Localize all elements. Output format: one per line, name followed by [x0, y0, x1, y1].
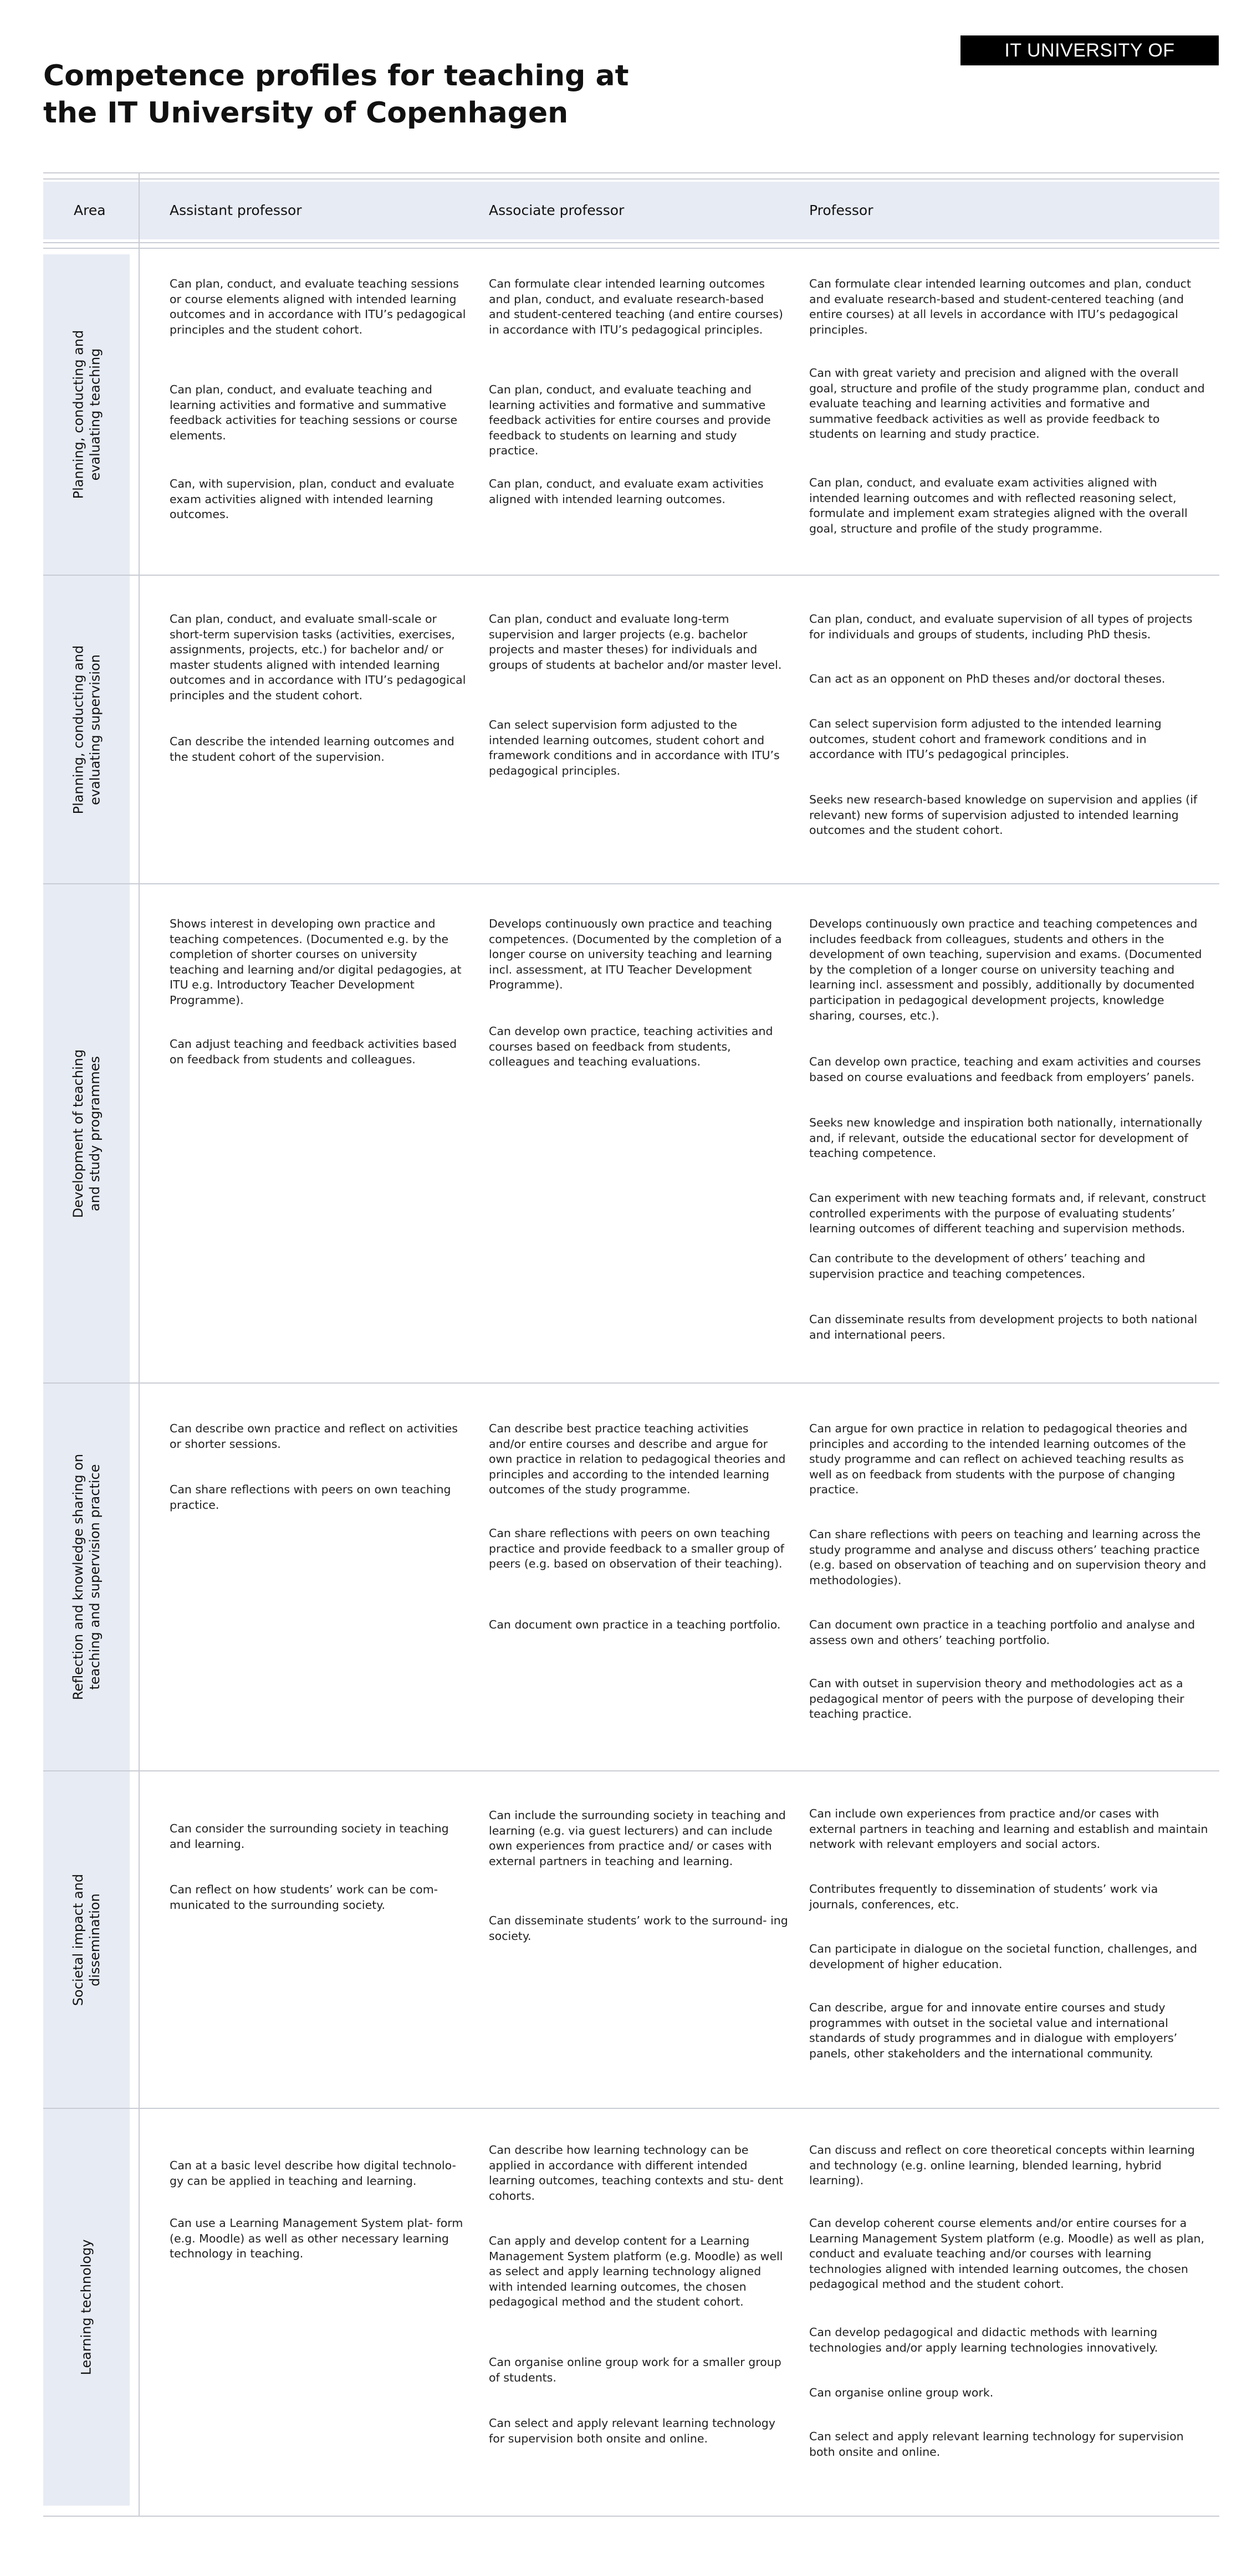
- professor-competence-technology-4: Can organise online group work.: [809, 2386, 994, 2399]
- column-header-area: Area: [74, 202, 106, 218]
- area-label-teaching: [43, 254, 130, 575]
- associate-competence-technology-3: Can organise online group work for a smaller group of students.: [489, 2355, 781, 2384]
- associate-competence-reflection-3: Can document own practice in a teaching portfolio.: [489, 1618, 781, 1631]
- area-label-development: [43, 884, 130, 1382]
- column-divider: [139, 172, 140, 2516]
- professor-competence-technology-1: Can discuss and reflect on core theoretical concepts within learning and technology (e.g. online learning, blended learning, hybrid learning).: [809, 2143, 1195, 2188]
- area-label-technology: [43, 2109, 130, 2506]
- associate-competence-development-2: Can develop own practice, teaching activities and courses based on feedback from students, colleagues and teaching evaluations.: [489, 1025, 773, 1069]
- associate-competence-technology-2: Can apply and develop content for a Learning Management System platform (e.g. Moodle) as well as select and apply learning technology aligned with intended learning outcomes, the chosen pedagogical method and the student cohort.: [489, 2234, 783, 2309]
- assistant-competence-supervision-2: Can describe the intended learning outcomes and the student cohort of the supervision.: [170, 735, 454, 764]
- area-label-line: Learning technology: [79, 2239, 94, 2375]
- associate-competence-supervision-2: Can select supervision form adjusted to the intended learning outcomes, student cohort and framework conditions and in accordance with ITU’s pedagogical principles.: [489, 718, 780, 777]
- title-line-1: Competence profiles for teaching at: [43, 59, 629, 93]
- assistant-competence-teaching-2: Can plan, conduct, and evaluate teaching and learning activities and formative and summative feedback activities for teaching sessions or course elements.: [170, 383, 458, 442]
- table-header: [43, 182, 1219, 239]
- associate-competence-development-1: Develops continuously own practice and teaching competences. (Documented by the completion of a longer course on university teaching and learning incl. assessment, at ITU Teacher Development Programme).: [489, 917, 782, 992]
- area-label-line: evaluating teaching: [87, 348, 103, 481]
- assistant-competence-supervision-1: Can plan, conduct, and evaluate small-scale or short-term supervision tasks (activities, exercises, assignments, projects, etc.) for bachelor and/ or master students aligned with intended learning outcomes and in accordance with ITU’s pedagogical principles and the student cohort.: [170, 612, 466, 702]
- area-label-reflection: [43, 1384, 130, 1770]
- professor-competence-development-5: Can contribute to the development of others’ teaching and supervision practice and teaching competences.: [809, 1252, 1146, 1281]
- professor-competence-supervision-1: Can plan, conduct, and evaluate supervision of all types of projects for individuals and groups of students, including PhD thesis.: [809, 612, 1193, 641]
- header-divider-after: [43, 248, 1219, 249]
- area-label-line: Planning, conducting and: [70, 645, 86, 814]
- professor-competence-development-1: Develops continuously own practice and teaching competences and includes feedback from colleagues, students and others in the development of own teaching, supervision and exams. (Documented by the completion of a longer course on university teaching and learning incl. assessment and possibly, additionally by documented participation in pedagogical development projects, knowledge sharing, courses, etc.).: [809, 917, 1202, 1022]
- professor-competence-teaching-3: Can plan, conduct, and evaluate exam activities aligned with intended learning outcomes and with reflected reasoning select, formulate and implement exam strategies aligned with the overall goal, structure and profile of the study programme.: [809, 476, 1188, 535]
- area-label-line: teaching and supervision practice: [87, 1464, 103, 1690]
- assistant-competence-reflection-1: Can describe own practice and reflect on activities or shorter sessions.: [170, 1422, 458, 1451]
- professor-competence-reflection-1: Can argue for own practice in relation to pedagogical theories and principles and according to the intended learning outcomes of the study programme and can reflect on achieved teaching results as well as on feedback from students with the purpose of changing practice.: [809, 1422, 1188, 1497]
- associate-competence-societal-2: Can disseminate students’ work to the surround- ing society.: [489, 1914, 788, 1943]
- header-divider-bottom: [43, 242, 1219, 243]
- column-header-associate: Associate professor: [489, 202, 625, 218]
- column-header-professor: Professor: [809, 202, 873, 218]
- professor-competence-technology-2: Can develop coherent course elements and/or entire courses for a Learning Management System platform (e.g. Moodle) as well as plan, conduct and evaluate teaching and/or courses with learning technologies aligned with intended learning outcomes, the chosen pedagogical method and the student cohort.: [809, 2216, 1205, 2291]
- professor-competence-reflection-2: Can share reflections with peers on teaching and learning across the study programme and analyse and discuss others’ teaching practice (e.g. based on observation of teaching and on supervision theory and methodologies).: [809, 1528, 1207, 1587]
- row-divider: [43, 1770, 1219, 1771]
- associate-competence-technology-4: Can select and apply relevant learning technology for supervision both onsite and online.: [489, 2416, 775, 2445]
- professor-competence-supervision-3: Can select supervision form adjusted to the intended learning outcomes, student cohort and framework conditions and in accordance with ITU’s pedagogical principles.: [809, 717, 1162, 761]
- area-label-line: evaluating supervision: [87, 654, 103, 805]
- assistant-competence-development-2: Can adjust teaching and feedback activities based on feedback from students and colleagues.: [170, 1037, 457, 1066]
- area-label-line: Development of teaching: [70, 1049, 86, 1218]
- area-label-supervision: [43, 576, 130, 883]
- associate-competence-teaching-3: Can plan, conduct, and evaluate exam activities aligned with intended learning outcomes.: [489, 477, 764, 506]
- associate-competence-reflection-1: Can describe best practice teaching activities and/or entire courses and describe and argue for own practice in relation to pedagogical theories and principles and according to the intended learning outcomes of the study programme.: [489, 1422, 786, 1497]
- associate-competence-reflection-2: Can share reflections with peers on own teaching practice and provide feedback to a smaller group of peers (e.g. based on observation of their teaching).: [489, 1527, 784, 1571]
- row-divider: [43, 575, 1219, 576]
- university-logo-badge: IT UNIVERSITY OF COPENHAGEN: [960, 35, 1219, 65]
- area-label-societal: [43, 1771, 130, 2108]
- professor-competence-development-4: Can experiment with new teaching formats and, if relevant, construct controlled experiments with the purpose of evaluating students’ learning outcomes of different teaching and supervision methods.: [809, 1191, 1206, 1236]
- associate-competence-teaching-1: Can formulate clear intended learning outcomes and plan, conduct, and evaluate research-based and student-centered teaching (and entire courses) in accordance with ITU’s pedagogical principles.: [489, 277, 783, 336]
- professor-competence-societal-1: Can include own experiences from practice and/or cases with external partners in teaching and learning and establish and maintain network with relevant employers and social actors.: [809, 1807, 1208, 1851]
- professor-competence-reflection-4: Can with outset in supervision theory and methodologies act as a pedagogical mentor of peers with the purpose of developing their teaching practice.: [809, 1677, 1184, 1721]
- associate-competence-supervision-1: Can plan, conduct and evaluate long-term supervision and larger projects (e.g. bachelor projects and master theses) for individuals and groups of students at bachelor and/or master level.: [489, 612, 782, 672]
- row-divider: [43, 1382, 1219, 1384]
- professor-competence-teaching-1: Can formulate clear intended learning outcomes and plan, conduct and evaluate research-based and student-centered teaching (and entire courses) at all levels in accordance with ITU’s pedagogical principles.: [809, 277, 1191, 336]
- row-divider: [43, 883, 1219, 884]
- associate-competence-technology-1: Can describe how learning technology can be applied in accordance with different intended learning outcomes, teaching contexts and stu- dent cohorts.: [489, 2143, 784, 2203]
- professor-competence-development-6: Can disseminate results from development projects to both national and international peers.: [809, 1313, 1198, 1341]
- column-header-assistant: Assistant professor: [170, 202, 302, 218]
- associate-competence-teaching-2: Can plan, conduct, and evaluate teaching and learning activities and formative and summative feedback activities for entire courses and provide feedback to students on learning and study practice.: [489, 383, 771, 458]
- assistant-competence-societal-2: Can reflect on how students’ work can be com- municated to the surrounding society.: [170, 1883, 438, 1912]
- professor-competence-technology-5: Can select and apply relevant learning technology for supervision both onsite and online.: [809, 2430, 1184, 2459]
- bottom-divider: [43, 2516, 1219, 2517]
- professor-competence-supervision-2: Can act as an opponent on PhD theses and/or doctoral theses.: [809, 672, 1166, 685]
- assistant-competence-technology-1: Can at a basic level describe how digital technolo- gy can be applied in teaching and learning.: [170, 2159, 456, 2188]
- title-line-2: the IT University of Copenhagen: [43, 96, 569, 130]
- assistant-competence-teaching-1: Can plan, conduct, and evaluate teaching sessions or course elements aligned with intended learning outcomes and in accordance with ITU’s pedagogical principles and the student cohort.: [170, 277, 466, 336]
- page-title: [43, 58, 653, 132]
- professor-competence-development-3: Seeks new knowledge and inspiration both nationally, internationally and, if relevant, outside the educational sector for development of teaching competence.: [809, 1116, 1203, 1160]
- area-label-line: Societal impact and: [70, 1873, 86, 2006]
- assistant-competence-technology-2: Can use a Learning Management System plat- form (e.g. Moodle) as well as other necessary learning technology in teaching.: [170, 2216, 463, 2261]
- professor-competence-teaching-2: Can with great variety and precision and aligned with the overall goal, structure and profile of the study programme plan, conduct and evaluate teaching and learning activities and formative and summative feedback activities as well as provide feedback to students on learning and study practice.: [809, 366, 1205, 441]
- associate-competence-societal-1: Can include the surrounding society in teaching and learning (e.g. via guest lecturers) and can include own experiences from practice and/ or cases with external partners in teaching and learning.: [489, 1809, 786, 1868]
- professor-competence-technology-3: Can develop pedagogical and didactic methods with learning technologies and/or apply learning technologies innovatively.: [809, 2326, 1158, 2354]
- top-divider: [43, 172, 1219, 173]
- area-label-line: and study programmes: [87, 1056, 103, 1211]
- area-label-line: dissemination: [87, 1893, 103, 1986]
- professor-competence-development-2: Can develop own practice, teaching and exam activities and courses based on course evaluations and feedback from employers’ panels.: [809, 1055, 1201, 1084]
- area-label-line: Reflection and knowledge sharing on: [70, 1453, 86, 1701]
- header-divider-top: [43, 178, 1219, 180]
- row-divider: [43, 2108, 1219, 2109]
- assistant-competence-reflection-2: Can share reflections with peers on own teaching practice.: [170, 1483, 451, 1512]
- professor-competence-societal-4: Can describe, argue for and innovate entire courses and study programmes with outset in the societal value and international standards of study programmes and in dialogue with employers’ panels, other stakeholders and the international community.: [809, 2001, 1178, 2060]
- professor-competence-societal-2: Contributes frequently to dissemination of students’ work via journals, conferences, etc.: [809, 1882, 1158, 1911]
- assistant-competence-development-1: Shows interest in developing own practice and teaching competences. (Documented e.g. by the completion of shorter courses on university teaching and learning and/or digital pedagogies, at ITU e.g. Introductory Teacher Development Programme).: [170, 917, 462, 1007]
- assistant-competence-teaching-3: Can, with supervision, plan, conduct and evaluate exam activities aligned with intended learning outcomes.: [170, 477, 454, 521]
- professor-competence-supervision-4: Seeks new research-based knowledge on supervision and applies (if relevant) new forms of supervision adjusted to intended learning outcomes and the student cohort.: [809, 793, 1198, 837]
- area-label-line: Planning, conducting and: [70, 330, 86, 499]
- professor-competence-reflection-3: Can document own practice in a teaching portfolio and analyse and assess own and others’ teaching portfolio.: [809, 1618, 1195, 1647]
- professor-competence-societal-3: Can participate in dialogue on the societal function, challenges, and development of higher education.: [809, 1942, 1198, 1971]
- assistant-competence-societal-1: Can consider the surrounding society in teaching and learning.: [170, 1822, 449, 1851]
